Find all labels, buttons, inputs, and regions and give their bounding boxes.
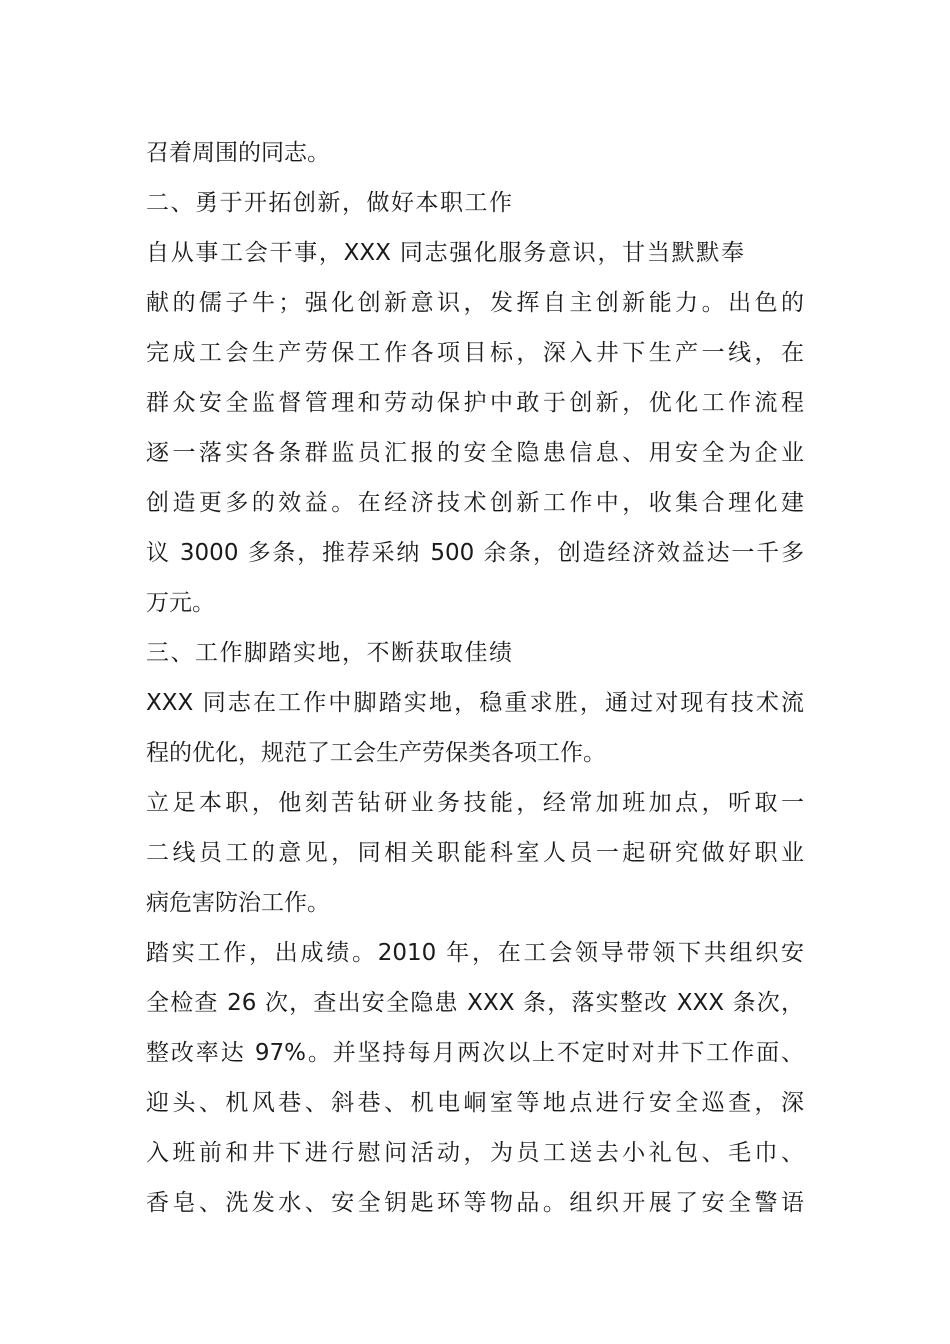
paragraph-line: 献的儒子牛；强化创新意识，发挥自主创新能力。出色的	[146, 290, 804, 316]
paragraph-line: 整改率达 97%。并坚持每月两次以上不定时对井下工作面、	[146, 1040, 804, 1066]
section-heading-3: 三、工作脚踏实地，不断获取佳绩	[146, 640, 514, 666]
paragraph-line: 群众安全监督管理和劳动保护中敢于创新，优化工作流程	[146, 390, 804, 416]
paragraph-line: 入班前和井下进行慰问活动，为员工送去小礼包、毛巾、	[146, 1140, 804, 1166]
paragraph-line: 完成工会生产劳保工作各项目标，深入井下生产一线，在	[146, 340, 804, 366]
paragraph-line: 程的优化，规范了工会生产劳保类各项工作。	[146, 740, 606, 766]
paragraph-line: 逐一落实各条群监员汇报的安全隐患信息、用安全为企业	[146, 440, 804, 466]
section-heading-2: 二、勇于开拓创新，做好本职工作	[146, 190, 514, 216]
paragraph-line: 议 3000 多条，推荐采纳 500 余条，创造经济效益达一千多	[146, 540, 804, 566]
paragraph-line: 全检查 26 次，查出安全隐患 XXX 条，落实整改 XXX 条次，	[146, 990, 804, 1016]
paragraph-line: 迎头、机风巷、斜巷、机电峒室等地点进行安全巡查，深	[146, 1090, 804, 1116]
paragraph-line: 病危害防治工作。	[146, 890, 330, 916]
paragraph-line: 踏实工作，出成绩。2010 年，在工会领导带领下共组织安	[146, 940, 804, 966]
document-page	[146, 128, 806, 1228]
paragraph-line: 二线员工的意见，同相关职能科室人员一起研究做好职业	[146, 840, 804, 866]
paragraph-line: 自从事工会干事，XXX 同志强化服务意识，甘当默默奉	[146, 240, 744, 266]
paragraph-line: 创造更多的效益。在经济技术创新工作中，收集合理化建	[146, 490, 804, 516]
paragraph-line: 召着周围的同志。	[146, 140, 330, 166]
paragraph-line: 立足本职，他刻苦钻研业务技能，经常加班加点，听取一	[146, 790, 804, 816]
paragraph-line: 香皂、洗发水、安全钥匙环等物品。组织开展了安全警语	[146, 1190, 804, 1216]
paragraph-line: XXX 同志在工作中脚踏实地，稳重求胜，通过对现有技术流	[146, 690, 804, 716]
paragraph-line: 万元。	[146, 590, 215, 616]
